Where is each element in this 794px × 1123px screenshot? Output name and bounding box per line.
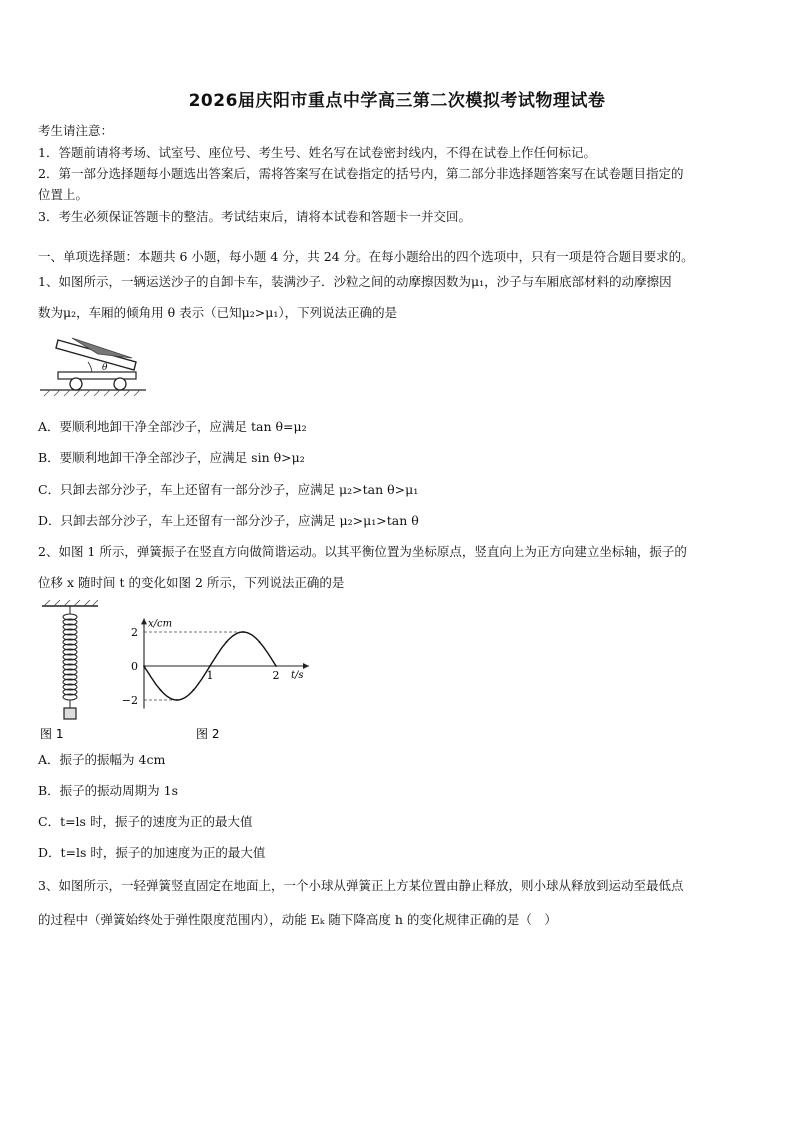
- data-point: [209, 665, 211, 667]
- data-point: [176, 699, 178, 701]
- notice-item-3: 3．考生必须保证答题卡的整洁。考试结束后，请将本试卷和答题卡一并交回。: [38, 209, 471, 224]
- y-axis-arrow: [141, 618, 147, 624]
- ceiling-hatching: [44, 600, 98, 606]
- wheel-rear: [70, 378, 82, 390]
- q1-option-a: A．要顺利地卸干净全部沙子，应满足 tan θ=μ₂: [38, 419, 307, 434]
- y-tick-label: −2: [121, 694, 138, 707]
- notice-heading: 考生请注意：: [38, 123, 114, 138]
- oscillator-block: [64, 708, 76, 719]
- fig1-caption: 图 1: [40, 727, 64, 741]
- q1-option-c: C．只卸去部分沙子，车上还留有一部分沙子，应满足 μ₂>tan θ>μ₁: [38, 482, 419, 497]
- angle-label: θ: [102, 363, 108, 373]
- notice-item-1: 1．答题前请将考场、试室号、座位号、考生号、姓名写在试卷密封线内，不得在试卷上作任何标记。: [38, 145, 596, 160]
- notice-item-2: 2．第一部分选择题每小题选出答案后，需将答案写在试卷指定的括号内，第二部分非选择题答案写在试卷题目指定的: [38, 166, 684, 181]
- q2-stem-line1: 2、如图 1 所示，弹簧振子在竖直方向做简谐运动。以其平衡位置为坐标原点，竖直向上为正方向建立坐标轴，振子的: [38, 544, 687, 559]
- data-point: [275, 665, 277, 667]
- q3-stem-line1: 3、如图所示，一轻弹簧竖直固定在地面上，一个小球从弹簧正上方某位置由静止释放，则小球从释放到运动至最低点: [38, 878, 684, 893]
- y-tick-label: 2: [131, 626, 138, 639]
- spring-oscillator-figure: [36, 598, 106, 744]
- q1-option-b: B．要顺利地卸干净全部沙子，应满足 sin θ>μ₂: [38, 450, 305, 465]
- q2-option-b: B．振子的振动周期为 1s: [38, 783, 179, 798]
- x-tick-label: 1: [206, 669, 214, 682]
- dump-truck-figure: [36, 326, 148, 398]
- angle-arc: [88, 362, 92, 372]
- exam-title: 2026届庆阳市重点中学高三第二次模拟考试物理试卷: [188, 91, 606, 111]
- q2-option-c: C．t=ls 时，振子的速度为正的最大值: [38, 814, 253, 829]
- notice-item-2-cont: 位置上。: [38, 187, 89, 202]
- data-point: [226, 641, 228, 643]
- data-point: [160, 689, 162, 691]
- ground-hatching: [44, 390, 140, 396]
- q3-stem-line2: 的过程中（弹簧始终处于弹性限度范围内），动能 Eₖ 随下降高度 h 的变化规律正确的是（ ）: [38, 912, 557, 927]
- x-axis-arrow: [303, 663, 309, 669]
- q2-option-a: A．振子的振幅为 4cm: [38, 752, 166, 767]
- q1-option-d: D．只卸去部分沙子，车上还留有一部分沙子，应满足 μ₂>μ₁>tan θ: [38, 513, 419, 528]
- y-tick-label: 0: [131, 660, 138, 673]
- y-axis-label: x/cm: [148, 618, 173, 630]
- x-tick-label: 2: [272, 669, 280, 682]
- data-point: [242, 631, 244, 633]
- data-point: [193, 689, 195, 691]
- q2-stem-line2: 位移 x 随时间 t 的变化如图 2 所示，下列说法正确的是: [38, 575, 345, 590]
- q1-stem-line1: 1、如图所示，一辆运送沙子的自卸卡车，装满沙子．沙粒之间的动摩擦因数为μ₁，沙子与车厢底部材料的动摩擦因: [38, 274, 672, 289]
- q2-option-d: D．t=ls 时，振子的加速度为正的最大值: [38, 845, 266, 860]
- data-point: [259, 641, 261, 643]
- truck-chassis: [58, 372, 136, 379]
- q1-stem-line2: 数为μ₂，车厢的倾角用 θ 表示（已知μ₂>μ₁），下列说法正确的是: [38, 305, 398, 320]
- data-point: [143, 665, 145, 667]
- spring-coils: [63, 614, 77, 700]
- x-axis-label: t/s: [291, 670, 304, 681]
- wheel-front: [114, 378, 126, 390]
- displacement-time-graph: [112, 598, 328, 744]
- section-heading: 一、单项选择题：本题共 6 小题，每小题 4 分，共 24 分。在每小题给出的四个选项中，只有一项是符合题目要求的。: [38, 249, 694, 264]
- fig2-caption: 图 2: [196, 727, 220, 741]
